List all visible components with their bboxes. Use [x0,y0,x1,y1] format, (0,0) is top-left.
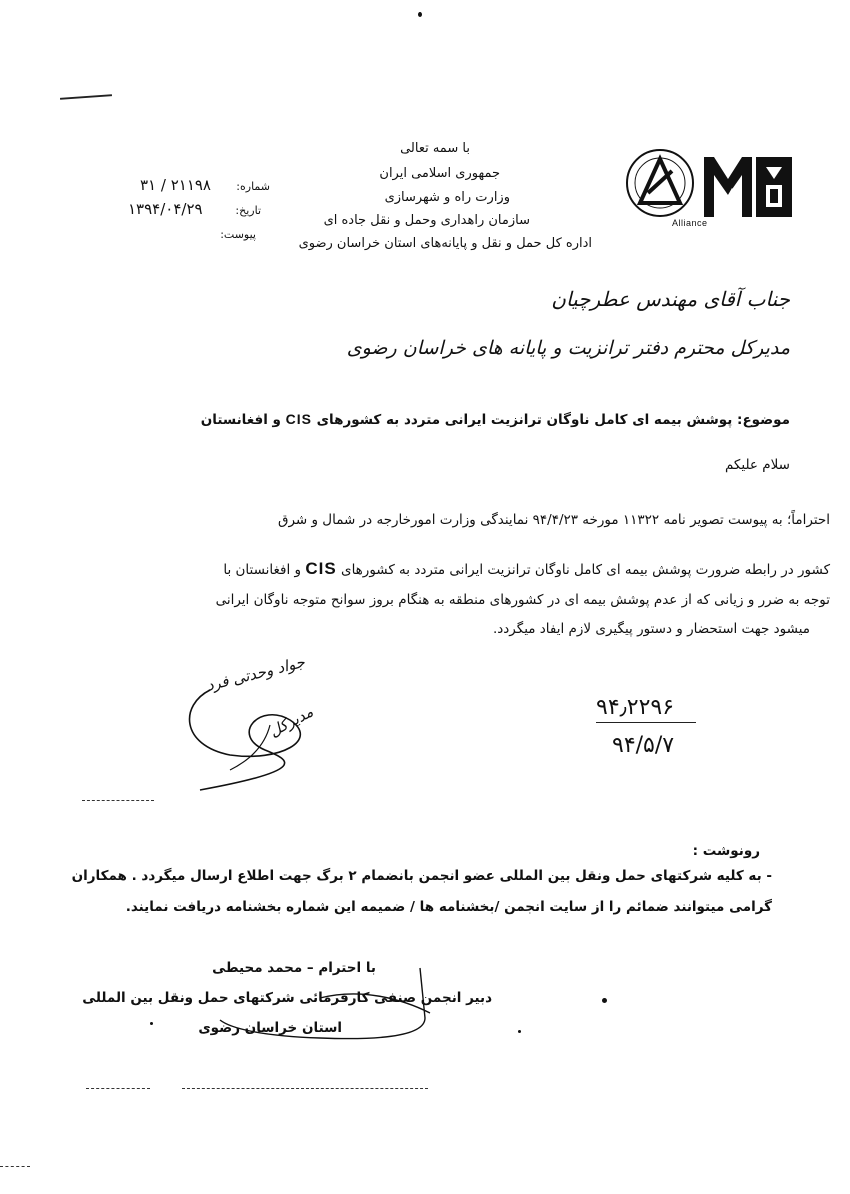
greeting: سلام علیکم [724,457,790,473]
organization-logo [620,145,795,235]
signature-name: جواد وحدتی فرد [204,652,307,695]
header-ministry: وزارت راه و شهرسازی [384,190,510,205]
date-label: تاریخ: [235,204,261,217]
signature-title: مدیرکل [266,702,317,741]
scan-speck [418,12,422,17]
header-department: اداره کل حمل و نقل و پایانه‌های استان خراسان رضوی [298,236,592,251]
header-organization: سازمان راهداری وحمل و نقل جاده ای [323,213,530,228]
handwritten-number-2: ۹۴/۵/۷ [612,733,675,758]
closing-regards: با احترام – محمد محیطی [212,960,376,976]
closing-province: استان خراسان رضوی [198,1020,342,1036]
body-line-2-cis: CIS [305,559,337,578]
recipient-line-1: جناب آقای مهندس عطرچیان [551,287,790,311]
handwritten-number-1: ۹۴٫۲۲۹۶ [596,695,675,720]
scan-speck [602,998,607,1003]
closing-signature-scribble [200,958,440,1048]
scan-speck [150,1022,153,1025]
subject-text-before: موضوع: پوشش بیمه ای کامل ناوگان ترانزیت ایرانی متردد به کشورهای [316,412,790,428]
attachment-label: پیوست: [220,228,256,241]
closing-position: دبیر انجمن صنفی کارفرمائی شرکتهای حمل ونقل بین المللی [82,990,492,1006]
date-value: ۱۳۹۴/۰۴/۲۹ [128,200,203,218]
header-republic: جمهوری اسلامی ایران [379,166,500,181]
recipient-line-2: مدیرکل محترم دفتر ترانزیت و پایانه های خراسان رضوی [346,337,790,359]
handwritten-number-1-underline [596,722,696,723]
footer-dash-line-2 [182,1088,428,1089]
number-label: شماره: [236,180,270,193]
footer-dash-line-1 [86,1088,150,1089]
header-bismillah: با سمه تعالی [400,141,470,156]
scan-speck [518,1030,521,1033]
body-line-3: توجه به ضرر و زیانی که از عدم پوشش بیمه ای در کشورهای منطقه به هنگام بروز سوانح متوجه ناوگان ایرانی [215,592,830,608]
logo-alliance-text: Alliance [672,218,708,228]
body-line-4: میشود جهت استحضار و دستور پیگیری لازم ایفاد میگردد. [492,621,810,637]
cc-line-1: - به کلیه شرکتهای حمل ونقل بین المللی عضو انجمن بانضمام ۲ برگ جهت اطلاع ارسال میگردد . همکاران [71,868,772,884]
cc-line-2: گرامی میتوانند ضمائم را از سایت انجمن /بخشنامه ها / ضمیمه این شماره بخشنامه دریافت نمایند. [125,899,772,915]
footer-dash-line-3 [0,1166,30,1167]
subject-cis: CIS [285,411,312,427]
body-line-2 [20,559,830,579]
subject-line [200,411,790,428]
body-line-2-after: و افغانستان با [223,562,302,578]
separator-line [82,800,154,801]
body-line-2-before: کشور در رابطه ضرورت پوشش بیمه ای کامل ناوگان ترانزیت ایرانی متردد به کشورهای [341,562,830,578]
body-line-1: احتراماً؛ به پیوست تصویر نامه ۱۱۳۲۲ مورخه ۹۴/۴/۲۳ نمایندگی وزارت امورخارجه در شمال و شرق [277,512,830,528]
cc-heading: رونوشت : [692,843,760,859]
pen-stroke [60,94,112,100]
number-value: ۳۱ / ۲۱۱۹۸ [140,176,211,194]
subject-text-after: و افغانستان [200,412,281,428]
